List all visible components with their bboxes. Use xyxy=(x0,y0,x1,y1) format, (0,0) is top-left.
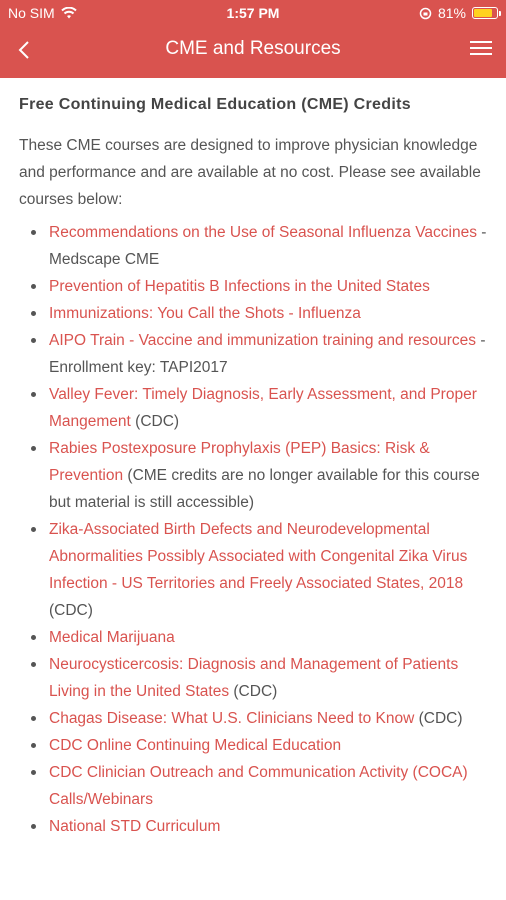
course-link[interactable]: Immunizations: You Call the Shots - Influenza xyxy=(49,305,361,322)
section-title: Free Continuing Medical Education (CME) Credits xyxy=(19,96,411,113)
carrier-label: No SIM xyxy=(8,5,55,21)
course-link[interactable]: Valley Fever: Timely Diagnosis, Early Assessment, and Proper Mangement xyxy=(49,386,477,430)
battery-icon xyxy=(472,7,498,19)
course-note: (CME credits are no longer available for this course but material is still accessible) xyxy=(49,467,480,511)
course-list xyxy=(49,219,489,840)
battery-percent: 81% xyxy=(437,5,466,21)
main-content xyxy=(19,96,489,840)
course-link[interactable]: Neurocysticercosis: Diagnosis and Management of Patients Living in the United States xyxy=(49,656,459,700)
list-item xyxy=(49,813,489,840)
course-link[interactable]: Prevention of Hepatitis B Infections in the United States xyxy=(49,278,430,295)
status-bar xyxy=(0,0,506,26)
orientation-lock-icon xyxy=(419,7,432,20)
course-link[interactable]: Chagas Disease: What U.S. Clinicians Need to Know xyxy=(49,710,415,727)
list-item xyxy=(49,327,489,381)
navigation-bar xyxy=(0,26,506,78)
course-link[interactable]: Recommendations on the Use of Seasonal Influenza Vaccines xyxy=(49,224,477,241)
course-link[interactable]: CDC Online Continuing Medical Education xyxy=(49,737,342,754)
course-note: (CDC) xyxy=(49,602,93,619)
course-link[interactable]: Rabies Postexposure Prophylaxis (PEP) Basics: Risk & Prevention xyxy=(49,440,430,484)
course-link[interactable]: CDC Clinician Outreach and Communication Activity (COCA) Calls/Webinars xyxy=(49,764,468,808)
course-link[interactable]: National STD Curriculum xyxy=(49,818,221,835)
list-item xyxy=(49,381,489,435)
list-item xyxy=(49,435,489,516)
hamburger-menu-icon xyxy=(470,41,492,43)
status-time: 1:57 PM xyxy=(226,5,280,21)
course-note: (CDC) xyxy=(414,710,463,727)
course-note: - Medscape CME xyxy=(49,224,487,268)
status-right xyxy=(419,5,498,21)
list-item xyxy=(49,516,489,624)
app-header xyxy=(0,0,506,78)
course-link[interactable]: Medical Marijuana xyxy=(49,629,175,646)
list-item xyxy=(49,219,489,273)
section-intro: These CME courses are designed to improve physician knowledge and performance and are available at no cost. Please see available courses below: xyxy=(19,137,481,208)
list-item xyxy=(49,651,489,705)
list-item xyxy=(49,705,489,732)
course-note: - Enrollment key: TAPI2017 xyxy=(49,332,486,376)
course-note: (CDC) xyxy=(229,683,278,700)
list-item xyxy=(49,759,489,813)
course-link[interactable]: AIPO Train - Vaccine and immunization training and resources xyxy=(49,332,477,349)
course-note: (CDC) xyxy=(130,413,180,430)
page-title: CME and Resources xyxy=(165,38,341,59)
list-item xyxy=(49,273,489,300)
list-item xyxy=(49,624,489,651)
menu-button[interactable] xyxy=(470,38,492,58)
list-item xyxy=(49,300,489,327)
list-item xyxy=(49,732,489,759)
course-link[interactable]: Zika-Associated Birth Defects and Neurodevelopmental Abnormalities Possibly Associated with Congenital Zika Virus Infection - US Territories and Freely Associated States, 2018 xyxy=(49,521,468,592)
